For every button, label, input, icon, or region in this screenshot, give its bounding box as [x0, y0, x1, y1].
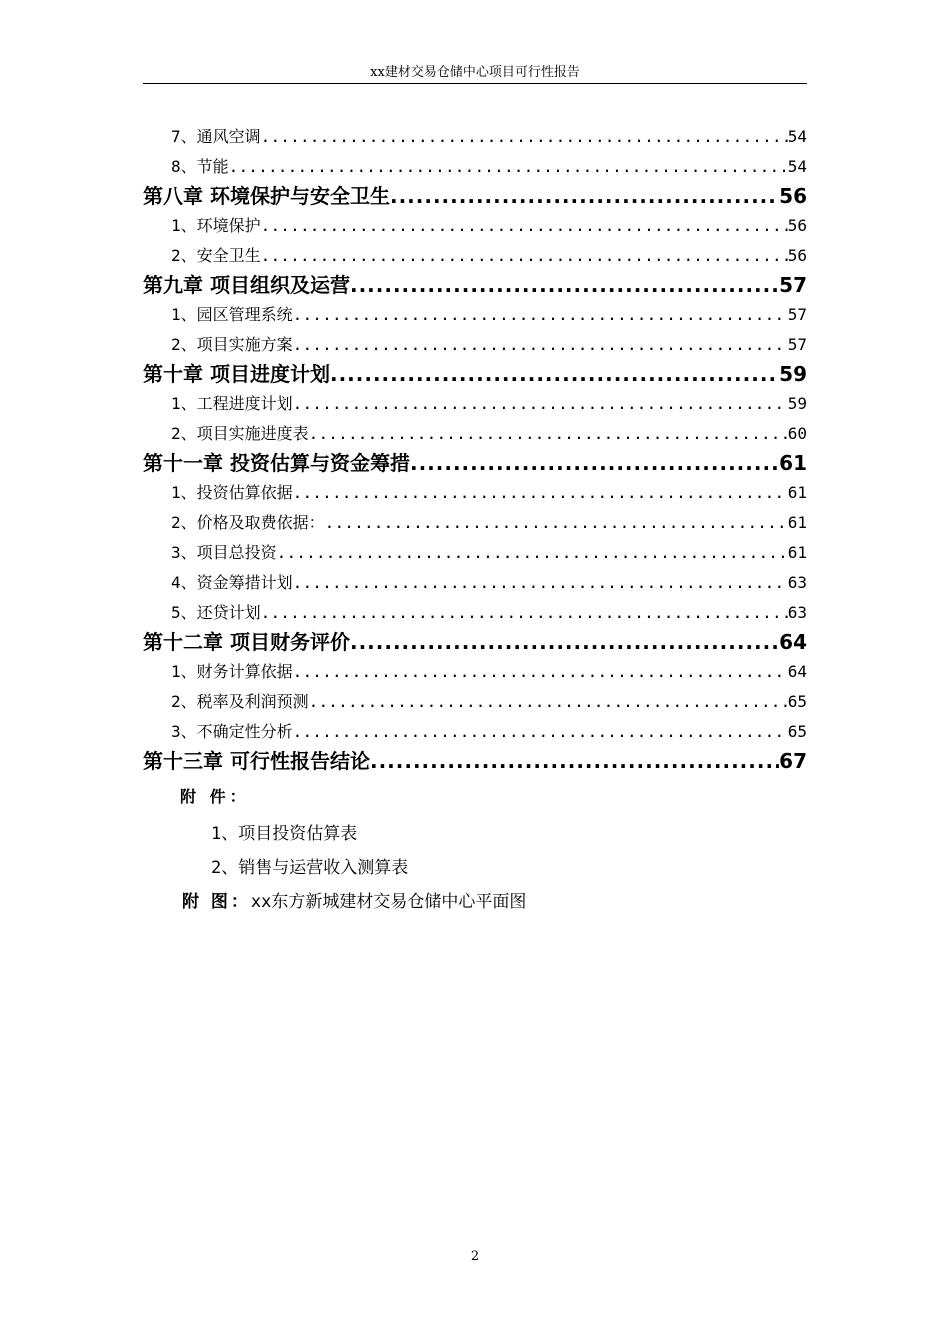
appendix-item: 1、项目投资估算表 [211, 824, 358, 844]
toc-section-entry[interactable] [143, 478, 807, 508]
toc-entry-page: 56 [787, 246, 807, 265]
toc-entry-page: 57 [787, 335, 807, 354]
toc-section-entry[interactable] [143, 717, 807, 747]
toc-entry-page: 57 [779, 273, 807, 297]
toc-section-entry[interactable] [143, 330, 807, 360]
toc-entry-label: 1、财务计算依据 [171, 662, 293, 681]
toc-chapter-entry[interactable] [143, 182, 807, 211]
toc-chapter-entry[interactable] [143, 747, 807, 776]
toc-entry-label: 1、园区管理系统 [171, 305, 293, 324]
toc-entry-label: 第九章 项目组织及运营 [143, 273, 350, 297]
toc-dot-leader [390, 182, 779, 211]
toc-entry-label: 1、工程进度计划 [171, 394, 293, 413]
figure-label: 附 图： [182, 892, 251, 912]
toc-dot-leader [293, 657, 788, 687]
toc-entry-label: 2、项目实施进度表 [171, 424, 309, 443]
toc-chapter-entry[interactable] [143, 628, 807, 657]
appendix-item: 2、销售与运营收入测算表 [211, 858, 409, 878]
toc-entry-page: 61 [787, 483, 807, 502]
toc-entry-page: 59 [787, 394, 807, 413]
toc-entry-label: 1、投资估算依据 [171, 483, 293, 502]
toc-section-entry[interactable] [143, 122, 807, 152]
toc-entry-label: 2、价格及取费依据： [171, 513, 325, 532]
toc-entry-page: 56 [787, 216, 807, 235]
toc-section-entry[interactable] [143, 300, 807, 330]
toc-chapter-entry[interactable] [143, 360, 807, 389]
toc-entry-label: 7、通风空调 [171, 127, 261, 146]
toc-section-entry[interactable] [143, 598, 807, 628]
toc-entry-label: 2、项目实施方案 [171, 335, 293, 354]
toc-dot-leader [330, 360, 779, 389]
toc-dot-leader [370, 747, 779, 776]
toc-entry-label: 8、节能 [171, 157, 229, 176]
toc-section-entry[interactable] [143, 657, 807, 687]
toc-entry-page: 59 [779, 362, 807, 386]
toc-dot-leader [350, 628, 779, 657]
toc-entry-page: 67 [779, 749, 807, 773]
toc-dot-leader [277, 538, 788, 568]
header-divider [143, 83, 807, 84]
toc-section-entry[interactable] [143, 152, 807, 182]
page-number: 2 [470, 1249, 480, 1264]
toc-entry-page: 64 [779, 630, 807, 654]
toc-entry-label: 1、环境保护 [171, 216, 261, 235]
toc-entry-page: 61 [787, 543, 807, 562]
toc-dot-leader [309, 687, 788, 717]
toc-dot-leader [261, 598, 788, 628]
toc-section-entry[interactable] [143, 211, 807, 241]
toc-entry-page: 65 [787, 692, 807, 711]
toc-entry-page: 61 [787, 513, 807, 532]
toc-section-entry[interactable] [143, 538, 807, 568]
toc-dot-leader [293, 300, 788, 330]
toc-entry-page: 54 [787, 157, 807, 176]
toc-dot-leader [293, 568, 788, 598]
toc-dot-leader [261, 122, 788, 152]
toc-dot-leader [410, 449, 779, 478]
toc-dot-leader [350, 271, 779, 300]
figure-title: xx东方新城建材交易仓储中心平面图 [250, 892, 527, 912]
toc-entry-label: 第十二章 项目财务评价 [143, 630, 350, 654]
toc-dot-leader [229, 152, 788, 182]
toc-chapter-entry[interactable] [143, 449, 807, 478]
toc-dot-leader [293, 717, 788, 747]
toc-entry-page: 57 [787, 305, 807, 324]
toc-dot-leader [293, 478, 788, 508]
toc-entry-label: 5、还贷计划 [171, 603, 261, 622]
toc-entry-label: 第八章 环境保护与安全卫生 [143, 184, 390, 208]
appendix-figure-line [182, 887, 526, 912]
toc-entry-label: 2、税率及利润预测 [171, 692, 309, 711]
toc-entry-page: 54 [787, 127, 807, 146]
toc-section-entry[interactable] [143, 568, 807, 598]
toc-entry-page: 60 [787, 424, 807, 443]
toc-entry-label: 第十三章 可行性报告结论 [143, 749, 370, 773]
toc-section-entry[interactable] [143, 508, 807, 538]
toc-entry-label: 3、不确定性分析 [171, 722, 293, 741]
toc-dot-leader [309, 419, 788, 449]
toc-entry-page: 64 [787, 662, 807, 681]
page-header: xx建材交易仓储中心项目可行性报告 [370, 65, 580, 80]
toc-entry-page: 56 [779, 184, 807, 208]
toc-entry-page: 61 [779, 451, 807, 475]
toc-dot-leader [261, 241, 788, 271]
toc-entry-label: 4、资金筹措计划 [171, 573, 293, 592]
toc-entry-label: 第十一章 投资估算与资金筹措 [143, 451, 410, 475]
toc-section-entry[interactable] [143, 419, 807, 449]
toc-section-entry[interactable] [143, 687, 807, 717]
toc-section-entry[interactable] [143, 389, 807, 419]
toc-dot-leader [293, 330, 788, 360]
table-of-contents [143, 122, 807, 776]
toc-entry-label: 2、安全卫生 [171, 246, 261, 265]
toc-section-entry[interactable] [143, 241, 807, 271]
toc-entry-page: 63 [787, 573, 807, 592]
toc-entry-page: 65 [787, 722, 807, 741]
toc-dot-leader [325, 508, 788, 538]
toc-dot-leader [293, 389, 788, 419]
appendix-heading: 附 件： [180, 787, 250, 806]
toc-entry-label: 3、项目总投资 [171, 543, 277, 562]
toc-dot-leader [261, 211, 788, 241]
toc-chapter-entry[interactable] [143, 271, 807, 300]
toc-entry-page: 63 [787, 603, 807, 622]
toc-entry-label: 第十章 项目进度计划 [143, 362, 330, 386]
